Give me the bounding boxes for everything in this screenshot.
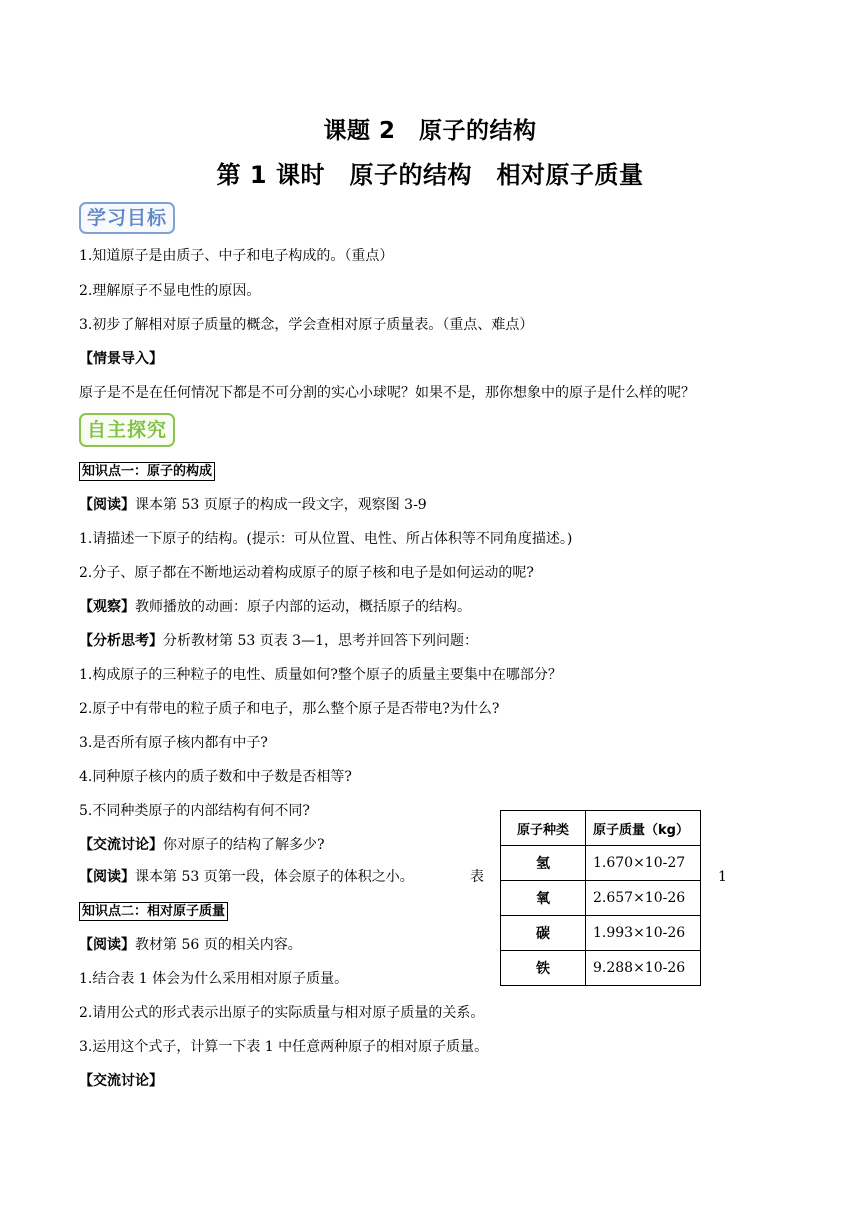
atom-mass-table [500, 810, 701, 986]
observe [79, 598, 471, 616]
table-cell-mass: 2.657×10-26 [586, 881, 701, 916]
discuss-2-label: 【交流讨论】 [79, 1073, 163, 1089]
table-row [501, 916, 701, 951]
table-cell-atom: 氧 [501, 881, 586, 916]
read-1-text: 课本第 53 页原子的构成一段文字，观察图 3-9 [135, 497, 427, 513]
table-cell-atom: 氢 [501, 846, 586, 881]
observe-label: 【观察】 [79, 599, 135, 615]
analyze-text: 分析教材第 53 页表 3—1，思考并回答下列问题： [163, 633, 478, 649]
table-row [501, 846, 701, 881]
discuss-1 [79, 836, 325, 854]
table-cell-atom: 碳 [501, 916, 586, 951]
observe-text: 教师播放的动画：原子内部的运动，概括原子的结构。 [135, 599, 471, 615]
knowledge-point-2-title [79, 902, 228, 921]
table-cell-atom: 铁 [501, 951, 586, 986]
table-header-row [501, 811, 701, 846]
intro-heading: 【情景导入】 [79, 351, 163, 367]
relative-mass-item-2: 2.请用公式的形式表示出原子的实际质量与相对原子质量的关系。 [79, 1005, 485, 1021]
discuss-1-label: 【交流讨论】 [79, 837, 163, 853]
read-2-text: 课本第 53 页第一段，体会原子的体积之小。 [135, 869, 414, 885]
table-cell-mass: 9.288×10-26 [586, 951, 701, 986]
goal-item: 2.理解原子不显电性的原因。 [79, 283, 261, 299]
table-caption-left: 表 [470, 869, 484, 885]
table-header-atom: 原子种类 [501, 811, 586, 846]
read-1-label: 【阅读】 [79, 497, 135, 513]
table-row [501, 951, 701, 986]
table-row [501, 881, 701, 916]
table-cell-mass: 1.670×10-27 [586, 846, 701, 881]
kp1-boxed-title: 知识点一：原子的构成 [79, 462, 215, 481]
read-3-label: 【阅读】 [79, 937, 135, 953]
table-header-mass: 原子质量（kg） [586, 811, 701, 846]
kp2-boxed-title: 知识点二：相对原子质量 [79, 902, 228, 921]
analyze-question-4: 4.同种原子核内的质子数和中子数是否相等? [79, 769, 352, 785]
intro-text: 原子是不是在任何情况下都是不可分割的实心小球呢？如果不是，那你想象中的原子是什么样的呢？ [79, 385, 695, 401]
page-subtitle: 第 1 课时 原子的结构 相对原子质量 [216, 161, 644, 189]
relative-mass-item-3: 3.运用这个式子，计算一下表 1 中任意两种原子的相对原子质量。 [79, 1039, 489, 1055]
analyze-label: 【分析思考】 [79, 633, 163, 649]
page-title: 课题 2 原子的结构 [323, 118, 537, 144]
table-caption-number: 1 [718, 869, 727, 885]
analyze-question-3: 3.是否所有原子核内都有中子? [79, 735, 268, 751]
read-2-label: 【阅读】 [79, 869, 135, 885]
table-cell-mass: 1.993×10-26 [586, 916, 701, 951]
analyze-question-2: 2.原子中有带电的粒子质子和电子，那么整个原子是否带电?为什么? [79, 701, 500, 717]
goal-item: 3.初步了解相对原子质量的概念，学会查相对原子质量表。（重点、难点） [79, 317, 534, 333]
read-3 [79, 936, 302, 954]
analyze [79, 632, 478, 650]
discuss-1-text: 你对原子的结构了解多少? [163, 837, 325, 853]
question-2: 2.分子、原子都在不断地运动着构成原子的原子核和电子是如何运动的呢? [79, 565, 534, 581]
analyze-question-5: 5.不同种类原子的内部结构有何不同? [79, 803, 310, 819]
relative-mass-item-1: 1.结合表 1 体会为什么采用相对原子质量。 [79, 971, 349, 987]
analyze-question-1: 1.构成原子的三种粒子的电性、质量如何?整个原子的质量主要集中在哪部分？ [79, 667, 562, 683]
read-2 [79, 868, 414, 886]
explore-badge: 自主探究 [79, 413, 175, 447]
read-3-text: 教材第 56 页的相关内容。 [135, 937, 302, 953]
read-1 [79, 496, 427, 514]
knowledge-point-1-title [79, 462, 215, 481]
goal-item: 1.知道原子是由质子、中子和电子构成的。（重点） [79, 248, 394, 264]
goals-badge: 学习目标 [79, 202, 175, 234]
question-1: 1.请描述一下原子的结构。(提示：可从位置、电性、所占体积等不同角度描述。) [79, 531, 573, 547]
